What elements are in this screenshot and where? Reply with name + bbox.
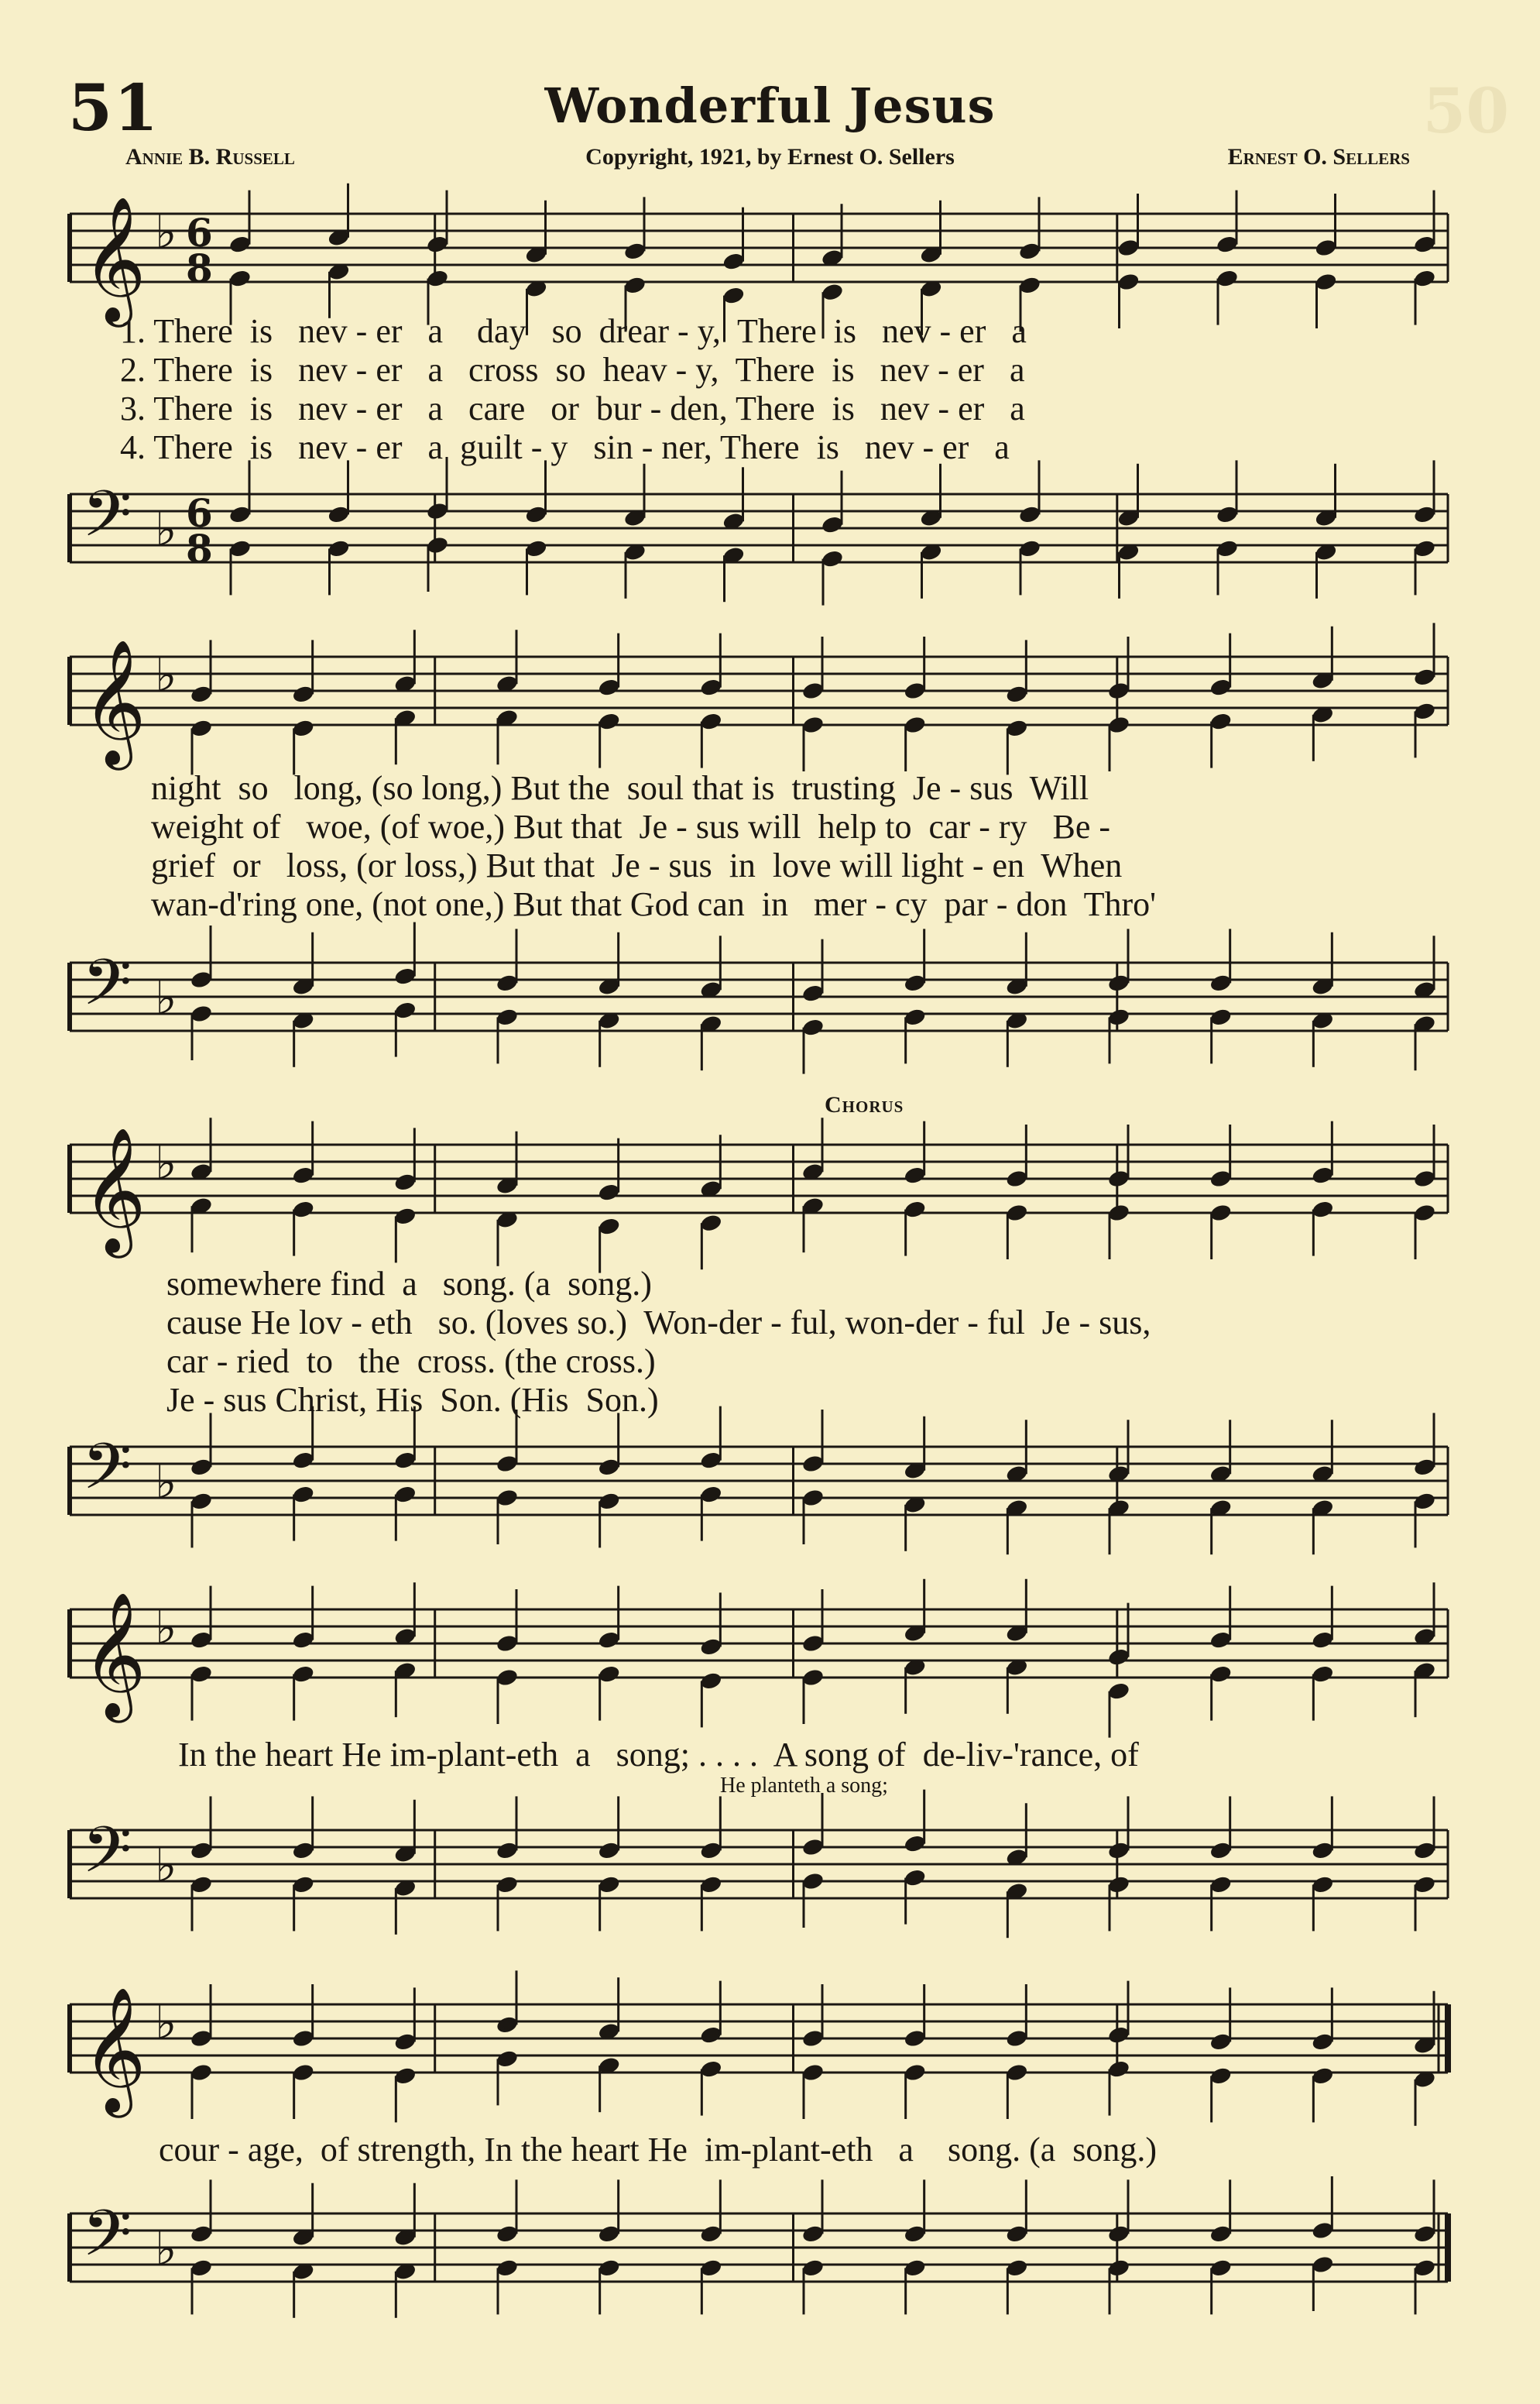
flat-sign-icon: ♭	[155, 1996, 177, 2050]
lyric-verse-1: night so long, (so long,) But the soul that is trusting Je - sus Will	[151, 769, 1089, 807]
bass-clef-icon: 𝄢	[82, 1812, 132, 1903]
bass-staff	[62, 472, 1456, 612]
lyric-refrain: cour - age, of strength, In the heart He im-plant-eth a song. (a song.)	[159, 2131, 1158, 2169]
lyric-verse-4: 4. There is nev - er a guilt - y sin - ner, There is nev - er a	[120, 428, 1010, 466]
flat-sign-icon: ♭	[155, 503, 177, 557]
time-signature-bottom: 8	[186, 246, 213, 291]
bass-staff	[62, 1808, 1456, 1963]
lyric-verse-3: 3. There is nev - er a care or bur - den, There is nev - er a	[120, 390, 1025, 428]
lyric-verse-3: car - ried to the cross. (the cross.)	[166, 1342, 656, 1380]
author-credit: Annie B. Russell	[125, 144, 295, 170]
lyric-verse-2: cause He lov - eth so. (loves so.) Won-der - ful, won-der - ful Je - sus,	[166, 1303, 1151, 1341]
hymn-title: Wonderful Jesus	[544, 77, 996, 134]
lyric-verse-4: Je - sus Christ, His Son. (His Son.)	[166, 1381, 659, 1419]
treble-staff	[62, 635, 1456, 790]
hymn-number: 51	[68, 71, 160, 146]
alternate-lyric: He planteth a song;	[720, 1774, 888, 1798]
chorus-label: Chorus	[825, 1092, 904, 1118]
treble-clef-icon: 𝄞	[82, 1592, 146, 1718]
time-signature-top: 6	[186, 490, 213, 536]
bass-staff	[62, 2192, 1456, 2339]
composer-credit: Ernest O. Sellers	[1227, 144, 1410, 170]
lyric-verse-4: wan-d'ring one, (not one,) But that God can in mer - cy par - don Thro'	[151, 885, 1157, 923]
time-signature-bottom: 8	[186, 526, 213, 572]
bass-clef-icon: 𝄢	[82, 476, 132, 567]
treble-staff	[62, 1983, 1456, 2134]
flat-sign-icon: ♭	[155, 1601, 177, 1655]
music-system-1	[62, 178, 1456, 589]
bass-clef-icon: 𝄢	[82, 945, 132, 1035]
bass-clef-icon: 𝄢	[82, 1429, 132, 1520]
lyric-verse-1: somewhere find a song. (a song.)	[166, 1265, 652, 1303]
flat-sign-icon: ♭	[155, 1136, 177, 1190]
lyric-verse-2: 2. There is nev - er a cross so heav - y, There is nev - er a	[120, 351, 1025, 389]
time-signature-top: 6	[186, 210, 213, 256]
treble-clef-icon: 𝄞	[82, 1987, 146, 2113]
lyric-refrain: In the heart He im-plant-eth a song; . . . . A song of de-liv-'rance, of	[178, 1736, 1139, 1774]
flat-sign-icon: ♭	[155, 971, 177, 1025]
treble-staff	[62, 1588, 1456, 1739]
bass-staff	[62, 1425, 1456, 1572]
lyric-verse-2: weight of woe, (of woe,) But that Je - sus will help to car - ry Be -	[151, 808, 1111, 846]
music-system-3	[62, 1092, 1456, 1557]
music-system-5	[62, 1983, 1456, 2339]
flat-sign-icon: ♭	[155, 1455, 177, 1509]
treble-clef-icon: 𝄞	[82, 1127, 146, 1253]
treble-clef-icon: 𝄞	[82, 639, 146, 765]
music-system-2	[62, 635, 1456, 1053]
flat-sign-icon: ♭	[155, 2222, 177, 2276]
treble-staff	[62, 1123, 1456, 1274]
lyric-verse-3: grief or loss, (or loss,) But that Je - sus in love will light - en When	[151, 847, 1123, 884]
bass-clef-icon: 𝄢	[82, 2196, 132, 2286]
music-system-4	[62, 1588, 1456, 1975]
flat-sign-icon: ♭	[155, 1839, 177, 1893]
flat-sign-icon: ♭	[155, 205, 177, 259]
flat-sign-icon: ♭	[155, 648, 177, 702]
bass-staff	[62, 941, 1456, 1073]
lyric-verse-1: 1. There is nev - er a day so drear - y, There is nev - er a	[120, 312, 1027, 350]
faded-page-number: 50	[1422, 74, 1509, 147]
treble-clef-icon: 𝄞	[82, 196, 146, 322]
copyright-line: Copyright, 1921, by Ernest O. Sellers	[585, 144, 955, 170]
